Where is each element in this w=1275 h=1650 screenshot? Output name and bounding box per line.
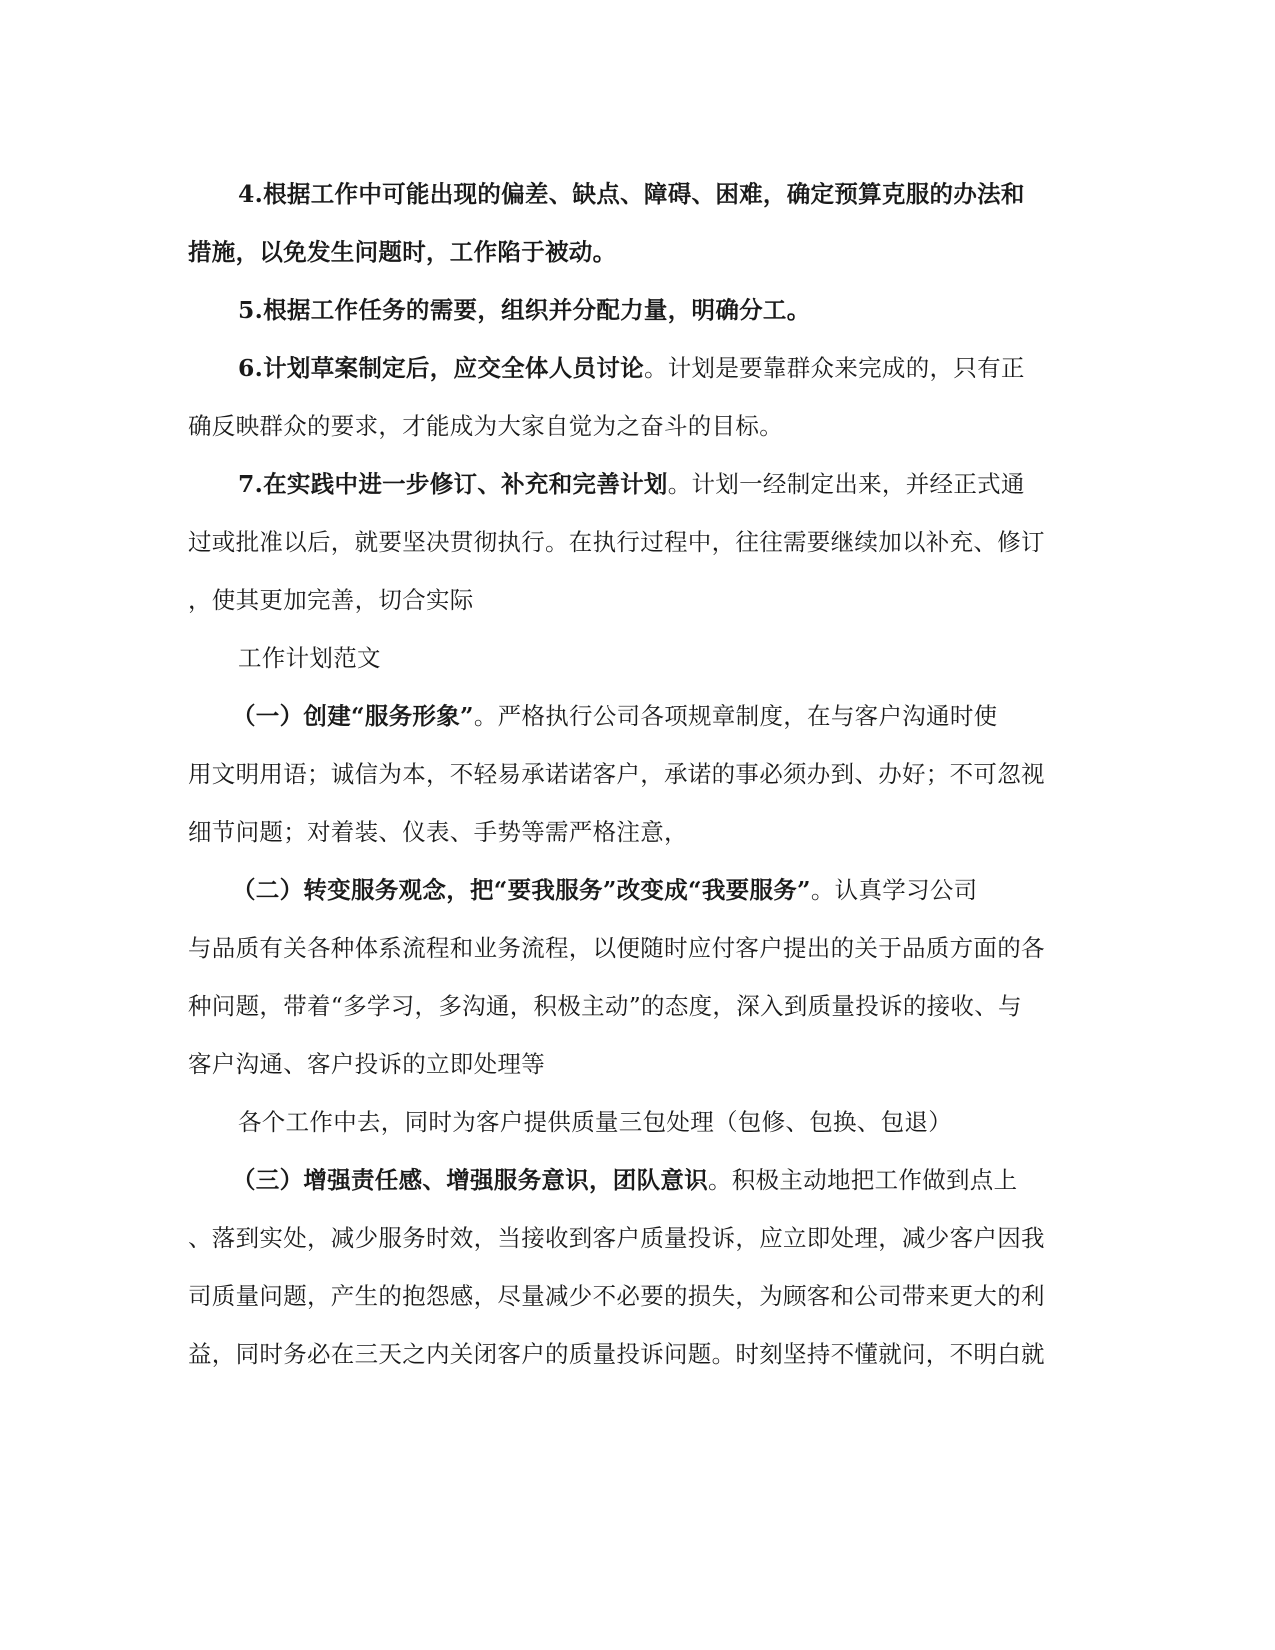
paragraph-5-line-1 bbox=[188, 286, 1088, 344]
section-3-line-4 bbox=[188, 1330, 1088, 1388]
section-2-text-5: 各个工作中去，同时为客户提供质量三包处理（包修、包换、包退） bbox=[238, 1108, 952, 1136]
section-2-line-5 bbox=[188, 1098, 1088, 1156]
section-1-line-2 bbox=[188, 750, 1088, 808]
paragraph-6-line-1 bbox=[188, 344, 1088, 402]
section-2-heading: （二）转变服务观念，把“要我服务”改变成“我要服务” bbox=[232, 876, 811, 904]
paragraph-7-line-2 bbox=[188, 518, 1088, 576]
section-1-text: 。严格执行公司各项规章制度，在与客户沟通时使 bbox=[473, 702, 998, 730]
paragraph-4-heading: 4.根据工作中可能出现的偏差、缺点、障碍、困难，确定预算克服的办法和 bbox=[238, 180, 1025, 208]
section-1-text-cont: 用文明用语；诚信为本，不轻易承诺诺客户，承诺的事必须办到、办好；不可忽视 bbox=[188, 760, 1045, 788]
section-3-line-3 bbox=[188, 1272, 1088, 1330]
paragraph-4-line-2 bbox=[188, 228, 1088, 286]
paragraph-7-text-end: ，使其更加完善，切合实际 bbox=[188, 586, 474, 614]
section-2-text-4: 客户沟通、客户投诉的立即处理等 bbox=[188, 1050, 545, 1078]
section-2-line-2 bbox=[188, 924, 1088, 982]
paragraph-7-line-1 bbox=[188, 460, 1088, 518]
section-title: 工作计划范文 bbox=[238, 644, 381, 672]
section-2-line-3 bbox=[188, 982, 1088, 1040]
paragraph-4-line-1 bbox=[188, 170, 1088, 228]
paragraph-7-heading: 7.在实践中进一步修订、补充和完善计划 bbox=[238, 470, 668, 498]
section-2-line-1 bbox=[188, 866, 1088, 924]
section-1-line-1 bbox=[188, 692, 1088, 750]
section-1-text-end: 细节问题；对着装、仪表、手势等需严格注意， bbox=[188, 818, 688, 846]
section-title-line bbox=[188, 634, 1088, 692]
section-3-text-3: 司质量问题，产生的抱怨感，尽量减少不必要的损失，为顾客和公司带来更大的利 bbox=[188, 1282, 1045, 1310]
section-2-text-3: 种问题，带着“多学习，多沟通，积极主动”的态度，深入到质量投诉的接收、与 bbox=[188, 992, 1022, 1020]
paragraph-7-line-3 bbox=[188, 576, 1088, 634]
paragraph-7-text: 。计划一经制定出来，并经正式通 bbox=[667, 470, 1025, 498]
paragraph-7-text-cont: 过或批准以后，就要坚决贯彻执行。在执行过程中，往往需要继续加以补充、修订 bbox=[188, 528, 1045, 556]
section-1-heading: （一）创建“服务形象” bbox=[232, 702, 474, 730]
section-1-line-3 bbox=[188, 808, 1088, 866]
section-2-text: 。认真学习公司 bbox=[810, 876, 978, 904]
paragraph-5-heading: 5.根据工作任务的需要，组织并分配力量，明确分工。 bbox=[238, 296, 811, 324]
section-3-line-2 bbox=[188, 1214, 1088, 1272]
document-body bbox=[188, 170, 1088, 1388]
paragraph-4-heading-cont: 措施，以免发生问题时，工作陷于被动。 bbox=[188, 238, 617, 266]
section-2-text-2: 与品质有关各种体系流程和业务流程，以便随时应付客户提出的关于品质方面的各 bbox=[188, 934, 1045, 962]
section-3-text-4: 益，同时务必在三天之内关闭客户的质量投诉问题。时刻坚持不懂就问，不明白就 bbox=[188, 1340, 1045, 1368]
section-3-line-1 bbox=[188, 1156, 1088, 1214]
paragraph-6-text-cont: 确反映群众的要求，才能成为大家自觉为之奋斗的目标。 bbox=[188, 412, 783, 440]
section-3-heading: （三）增强责任感、增强服务意识，团队意识 bbox=[232, 1166, 708, 1194]
paragraph-6-heading: 6.计划草案制定后，应交全体人员讨论 bbox=[238, 354, 644, 382]
paragraph-6-line-2 bbox=[188, 402, 1088, 460]
section-3-text-2: 、落到实处，减少服务时效，当接收到客户质量投诉，应立即处理，减少客户因我 bbox=[188, 1224, 1045, 1252]
paragraph-6-text: 。计划是要靠群众来完成的，只有正 bbox=[643, 354, 1025, 382]
section-2-line-4 bbox=[188, 1040, 1088, 1098]
section-3-text: 。积极主动地把工作做到点上 bbox=[708, 1166, 1018, 1194]
